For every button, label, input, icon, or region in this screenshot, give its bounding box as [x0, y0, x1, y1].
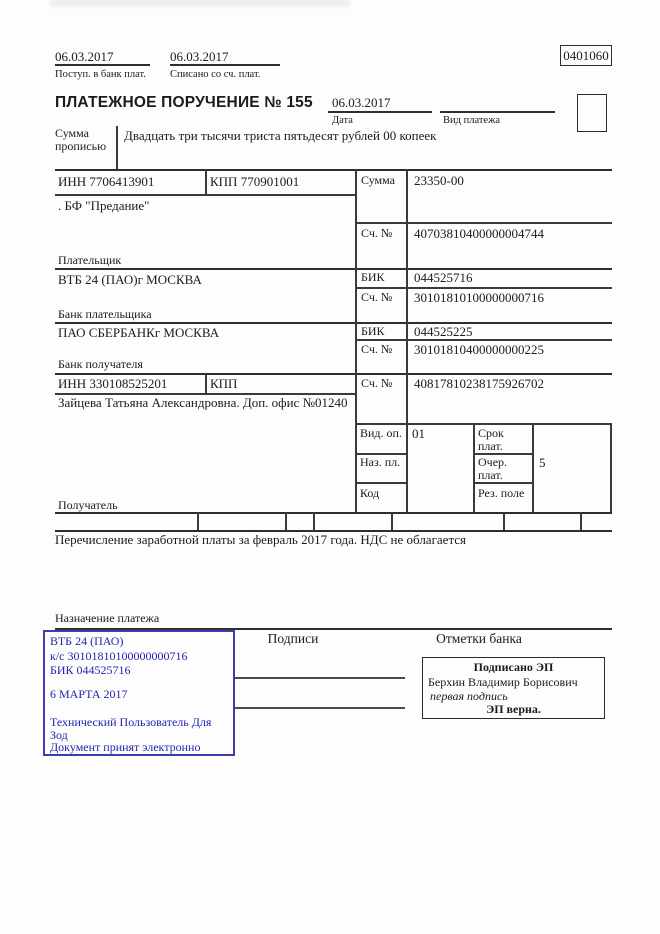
payer-kpp: КПП 770901001 — [210, 174, 300, 189]
table-border — [55, 373, 612, 375]
op-type-label: Вид. оп. — [360, 426, 402, 440]
date-debited-underline — [170, 64, 280, 66]
table-border — [406, 169, 408, 513]
table-border — [55, 322, 612, 324]
esign-name: Берхин Владимир Борисович — [428, 675, 578, 689]
stamp-corr-account: к/с 30101810100000000716 — [50, 649, 188, 663]
receiver-inn: ИНН 330108525201 — [58, 376, 168, 391]
bank-electronic-stamp — [43, 630, 235, 756]
receiver-name: Зайцева Татьяна Александровна. Доп. офис №01240 — [58, 395, 348, 410]
esign-role: первая подпись — [430, 689, 508, 703]
payer-bank-acc-label: Сч. № — [361, 290, 393, 304]
receiver-section-label: Получатель — [58, 498, 118, 512]
table-border — [285, 512, 287, 530]
payment-purpose-label: Назначение платежа — [55, 611, 160, 625]
esign-verified: ЭП верна. — [486, 702, 541, 716]
table-border — [355, 423, 612, 425]
receiver-bank-section-label: Банк получателя — [58, 357, 143, 371]
table-border — [55, 169, 612, 171]
payer-bank-name: ВТБ 24 (ПАО)г МОСКВА — [58, 272, 202, 287]
stamp-bik: БИК 044525716 — [50, 663, 131, 677]
esign-stamp — [422, 657, 605, 719]
date-debited-value: 06.03.2017 — [170, 49, 229, 64]
table-border — [197, 512, 199, 530]
amount-words-label: Сумма прописью — [55, 126, 107, 153]
payer-bank-acc: 30101810100000000716 — [414, 290, 544, 305]
date-received-underline — [55, 64, 150, 66]
table-border — [355, 287, 612, 289]
stamp-accepted-note: Документ принят электронно — [50, 740, 201, 754]
date-received-value: 06.03.2017 — [55, 49, 114, 64]
document-date-value: 06.03.2017 — [332, 95, 391, 110]
payer-bank-bik: 044525716 — [414, 270, 473, 285]
receiver-bank-acc-label: Сч. № — [361, 342, 393, 356]
document-title: ПЛАТЕЖНОЕ ПОРУЧЕНИЕ № 155 — [55, 94, 313, 111]
table-border — [355, 339, 612, 341]
table-border — [532, 423, 534, 513]
scan-artifact — [50, 0, 350, 6]
date-received-label: Поступ. в банк плат. — [55, 69, 146, 80]
payer-inn: ИНН 7706413901 — [58, 174, 155, 189]
payer-bank-bik-label: БИК — [361, 270, 385, 284]
table-border — [473, 482, 532, 484]
table-border — [503, 512, 505, 530]
payer-account-value: 40703810400000004744 — [414, 226, 544, 241]
date-debited-label: Списано со сч. плат. — [170, 69, 261, 80]
amount-words-divider — [116, 126, 118, 169]
payment-term-label: Срок плат. — [478, 426, 504, 453]
payment-order-label: Очер. плат. — [478, 455, 508, 482]
payment-purpose-text: Перечисление заработной платы за февраль 2017 года. НДС не облагается — [55, 532, 467, 547]
payer-account-label: Сч. № — [361, 226, 393, 240]
bank-marks-header: Отметки банка — [436, 631, 522, 646]
document-date-label: Дата — [332, 115, 353, 126]
table-border — [610, 423, 612, 513]
table-border — [355, 222, 612, 224]
stamp-user-line1: Технический Пользователь Для — [50, 715, 212, 729]
reserve-field-label: Рез. поле — [478, 486, 525, 500]
table-border — [355, 482, 406, 484]
receiver-bank-acc: 30101810400000000225 — [414, 342, 544, 357]
sum-label: Сумма — [361, 173, 395, 187]
signatures-header: Подписи — [267, 631, 319, 646]
table-border — [55, 194, 355, 196]
payment-order-value: 5 — [539, 455, 546, 470]
payment-purpose-code-label: Наз. пл. — [360, 455, 401, 469]
code-label: Код — [360, 486, 380, 500]
table-border — [391, 512, 393, 530]
document-date-underline — [328, 111, 432, 113]
stamp-user-line2: Зод — [50, 728, 68, 742]
table-border — [55, 268, 612, 270]
esign-title: Подписано ЭП — [473, 660, 554, 674]
signature-line-2 — [234, 707, 405, 709]
signature-line-1 — [234, 677, 405, 679]
stamp-date: 6 МАРТА 2017 — [50, 687, 128, 701]
stamp-bank-name: ВТБ 24 (ПАО) — [50, 634, 124, 648]
table-border — [580, 512, 582, 530]
receiver-bank-name: ПАО СБЕРБАНКг МОСКВА — [58, 325, 220, 340]
table-border — [55, 512, 612, 514]
table-border — [355, 169, 357, 513]
payment-type-box — [577, 94, 607, 132]
sum-value: 23350-00 — [414, 173, 464, 188]
payer-section-label: Плательщик — [58, 253, 122, 267]
table-border — [205, 169, 207, 194]
receiver-account-label: Сч. № — [361, 376, 393, 390]
op-type-value: 01 — [412, 426, 425, 441]
payment-type-underline — [440, 111, 555, 113]
table-border — [205, 373, 207, 393]
payer-bank-section-label: Банк плательщика — [58, 307, 152, 321]
payment-type-label: Вид платежа — [443, 115, 501, 126]
form-code-box: 0401060 — [560, 45, 612, 66]
table-border — [313, 512, 315, 530]
amount-words-value: Двадцать три тысячи триста пятьдесят рублей 00 копеек — [124, 128, 437, 143]
receiver-bank-bik-label: БИК — [361, 324, 385, 338]
receiver-account-value: 40817810238175926702 — [414, 376, 544, 391]
table-border — [473, 423, 475, 513]
payer-name: . БФ "Предание" — [58, 198, 150, 213]
receiver-kpp: КПП — [210, 376, 238, 391]
receiver-bank-bik: 044525225 — [414, 324, 473, 339]
